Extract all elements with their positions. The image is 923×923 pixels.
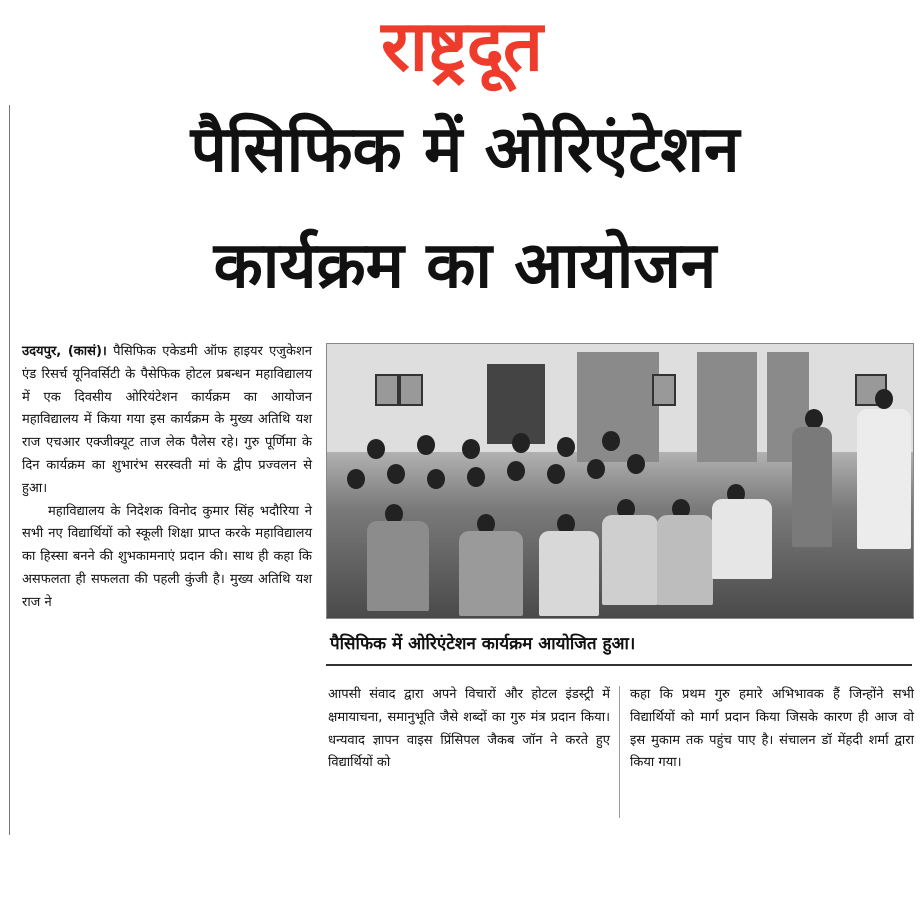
article-column-3 bbox=[630, 684, 914, 775]
event-photo bbox=[326, 343, 914, 619]
audience bbox=[327, 439, 913, 619]
headline-line-2: कार्यक्रम का आयोजन bbox=[213, 229, 717, 303]
photo-door bbox=[487, 364, 545, 444]
wall-picture bbox=[399, 374, 423, 406]
photo-caption: पैसिफिक में ओरिएंटेशन कार्यक्रम आयोजित हुआ। bbox=[330, 634, 636, 654]
column-separator bbox=[619, 686, 620, 818]
article-column-1 bbox=[22, 341, 312, 615]
article-paragraph-1 bbox=[22, 341, 312, 501]
wall-picture bbox=[652, 374, 676, 406]
caption-rule bbox=[326, 664, 912, 666]
article-column-2 bbox=[328, 684, 610, 775]
column-rule bbox=[9, 105, 10, 835]
newspaper-masthead: राष्ट्रदूत bbox=[381, 5, 542, 87]
paragraph-1-text: पैसिफिक एकेडमी ऑफ हाइयर एजुकेशन एंड रिसर्च यूनिवर्सिटी के पैसेफिक होटल प्रबन्धन महाविद्यालय में एक दिवसीय ओरियंटेशन कार्यक्रम का आयोजन महाविद्यालय में किया गया इस कार्यक्रम के मुख्य अतिथि यश राज एचआर एक्जीक्यूट ताज लेक पैलेस रहे। गुरु पूर्णिमा के दिन कार्यक्रम का शुभारंभ सरस्वती मां के द्वीप प्रज्वलन से हुआ। bbox=[22, 344, 312, 496]
wall-picture bbox=[375, 374, 399, 406]
article-paragraph-3: आपसी संवाद द्वारा अपने विचारों और होटल इंडस्ट्री में क्षमायाचना, समानुभूति जैसे शब्दों का गुरु मंत्र प्रदान किया।धन्यवाद ज्ञापन वाइस प्रिंसिपल जैकब जॉन ने करते हुए विद्यार्थियों को bbox=[328, 687, 610, 771]
article-paragraph-2: महाविद्यालय के निदेशक विनोद कुमार सिंह भदौरिया ने सभी नए विद्यार्थियों को स्कूली शिक्षा प्राप्त करके महाविद्यालय का हिस्सा बनने की शुभकामनाएं प्रदान की। साथ ही कहा कि असफलता ही सफलता की पहली कुंजी है। मुख्य अतिथि यश राज ने bbox=[22, 503, 312, 610]
article-paragraph-4: कहा कि प्रथम गुरु हमारे अभिभावक हैं जिन्होंने सभी विद्यार्थियों को मार्ग प्रदान किया जिसके कारण ही आज वो इस मुकाम तक पहुंच पाए है। संचालन डॉ मेंहदी शर्मा द्वारा किया गया। bbox=[630, 687, 914, 771]
headline-line-1: पैसिफिक में ओरिएंटेशन bbox=[190, 113, 740, 187]
dateline: उदयपुर, (कासं)। bbox=[22, 344, 107, 359]
